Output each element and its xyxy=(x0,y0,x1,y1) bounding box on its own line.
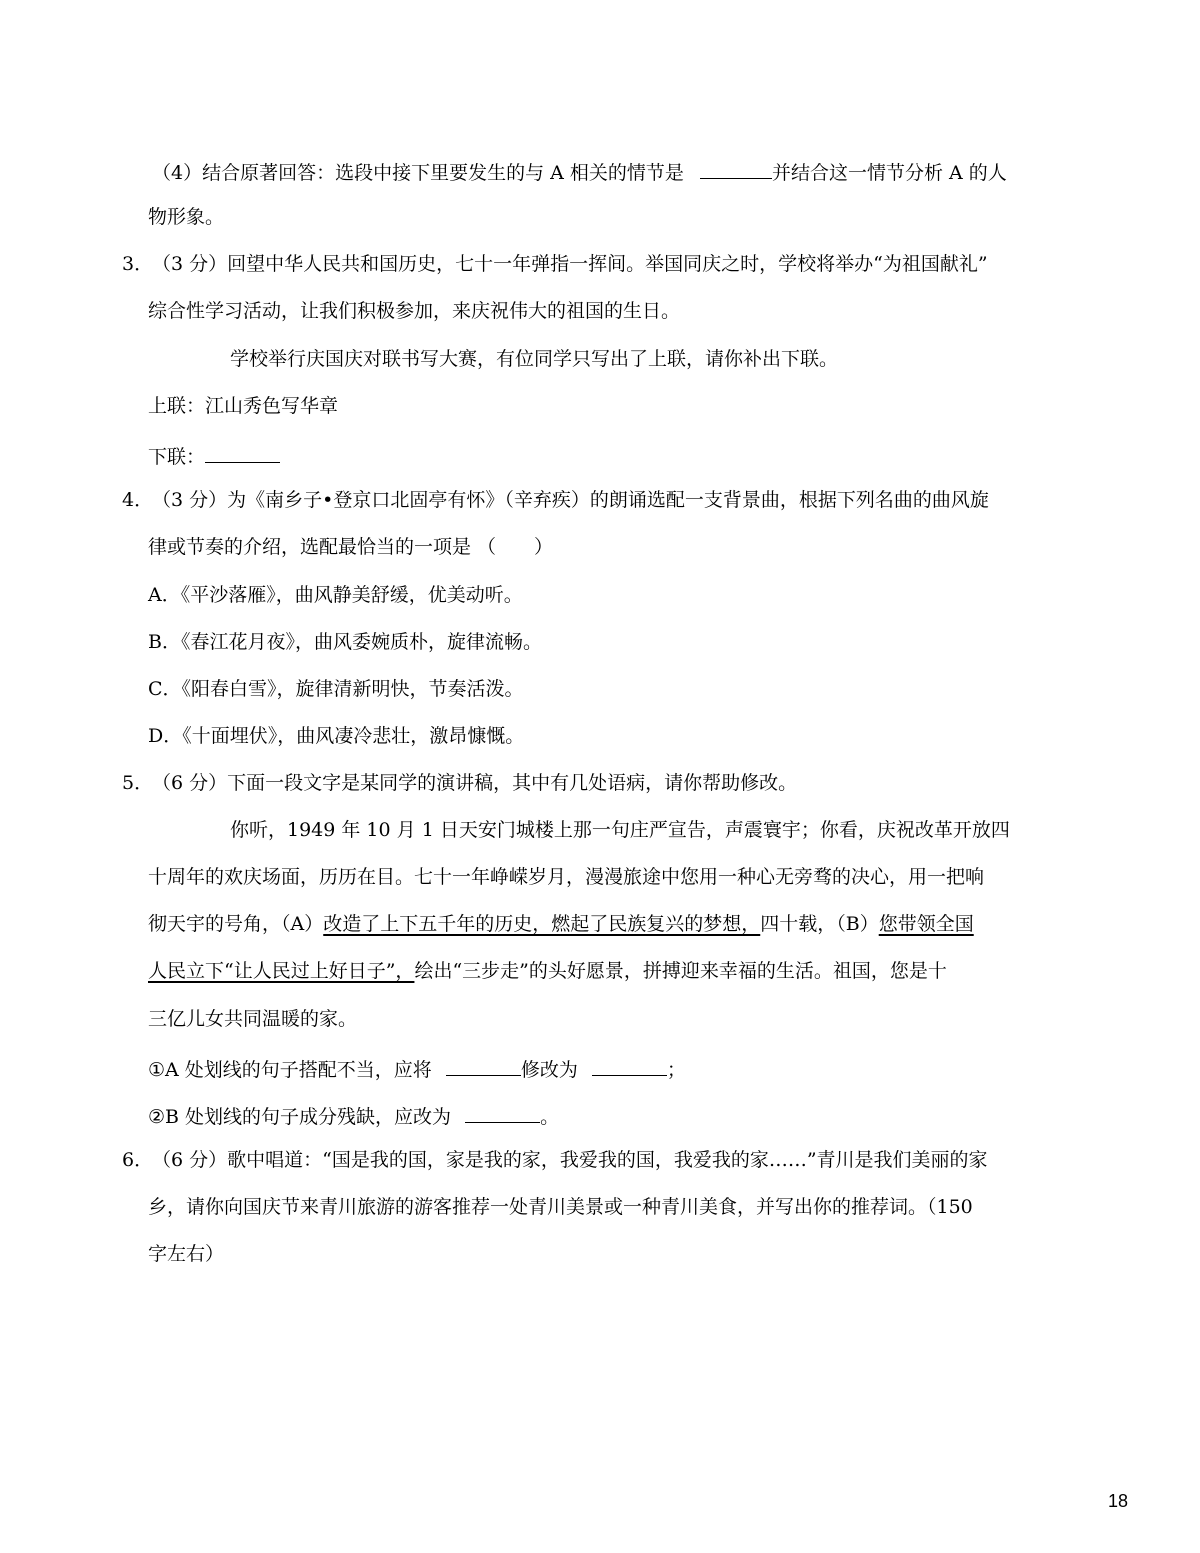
q4-option-d[interactable]: D．《十面埋伏》，曲风凄冷悲壮，激昂慷慨。 xyxy=(148,725,525,747)
answer-blank[interactable] xyxy=(446,1057,521,1076)
q5-sub1-text-b: 修改为 xyxy=(520,1059,578,1081)
q5-underline-b: 您带领全国 xyxy=(878,913,974,935)
q5-passage-line2: 十周年的欢庆场面，历历在目。七十一年峥嵘岁月，漫漫旅途中您用一种心无旁骛的决心，用一把响 xyxy=(148,866,985,888)
q3-line2: 综合性学习活动，让我们积极参加，来庆祝伟大的祖国的生日。 xyxy=(148,300,681,322)
q3-task: 学校举行庆国庆对联书写大赛，有位同学只写出了上联，请你补出下联。 xyxy=(230,348,839,370)
q4-line1: （3 分）为《南乡子•登京口北固亭有怀》（辛弃疾）的朗诵选配一支背景曲，根据下列名曲的曲风旋 xyxy=(152,489,989,511)
q5-passage-text: 四十载，（B） xyxy=(760,913,879,935)
q5-underline-b-cont: 人民立下“让人民过上好日子”， xyxy=(148,960,415,982)
q5-sub1-text-c: ； xyxy=(666,1059,686,1081)
q4-option-c[interactable]: C．《阳春白雪》，旋律清新明快，节奏活泼。 xyxy=(148,678,524,700)
page-number: 18 xyxy=(1107,1491,1128,1511)
q6-line3: 字左右） xyxy=(148,1243,225,1265)
q5-passage-text: 绘出“三步走”的头好愿景，拼搏迎来幸福的生活。祖国，您是十 xyxy=(414,960,947,982)
q5-passage-line5: 三亿儿女共同温暖的家。 xyxy=(148,1008,358,1030)
q2-sub4-text-after: 并结合这一情节分析 A 的人 xyxy=(771,162,1007,184)
q6-line1: （6 分）歌中唱道：“国是我的国，家是我的家，我爱我的国，我爱我的家……”青川是我们美丽的家 xyxy=(152,1149,988,1171)
q3-line1: （3 分）回望中华人民共和国历史，七十一年弹指一挥间。举国同庆之时，学校将举办“为祖国献礼” xyxy=(152,253,988,275)
q4-number: 4． xyxy=(122,489,154,511)
q6-line2: 乡，请你向国庆节来青川旅游的游客推荐一处青川美景或一种青川美食，并写出你的推荐词。（150 xyxy=(148,1196,973,1218)
q5-passage-text: 彻天宇的号角，（A） xyxy=(148,913,324,935)
q3-number: 3． xyxy=(122,253,154,275)
q5-passage-line4 xyxy=(148,962,947,981)
q4-option-a[interactable]: A．《平沙落雁》，曲风静美舒缓，优美动听。 xyxy=(148,584,523,606)
answer-blank[interactable] xyxy=(465,1104,540,1123)
circled-two-marker: ② xyxy=(148,1106,166,1128)
answer-blank[interactable] xyxy=(205,444,280,463)
q5-number: 5． xyxy=(122,772,154,794)
q2-sub4-line1 xyxy=(152,160,1007,183)
q3-upper-couplet: 上联：江山秀色写华章 xyxy=(148,395,339,417)
q2-sub4-text: （4）结合原著回答：选段中接下里要发生的与 A 相关的情节是 xyxy=(152,162,684,184)
q5-sub2-text: B 处划线的句子成分残缺，应改为 xyxy=(165,1106,452,1128)
q5-sub1 xyxy=(148,1057,686,1080)
q5-sub1-text: A 处划线的句子搭配不当，应将 xyxy=(165,1059,432,1081)
q3-lower-label: 下联： xyxy=(148,446,206,468)
q5-line1: （6 分）下面一段文字是某同学的演讲稿，其中有几处语病，请你帮助修改。 xyxy=(152,772,798,794)
q5-sub2 xyxy=(148,1104,559,1127)
q4-line2: 律或节奏的介绍，选配最恰当的一项是 （ ） xyxy=(148,536,554,558)
q5-sub2-text-b: 。 xyxy=(540,1106,560,1128)
circled-one-marker: ① xyxy=(148,1059,166,1081)
answer-blank[interactable] xyxy=(700,160,772,179)
q5-passage-line3 xyxy=(148,915,974,934)
q6-number: 6． xyxy=(122,1149,154,1171)
q5-passage-line1: 你听，1949 年 10 月 1 日天安门城楼上那一句庄严宣告，声震寰宇；你看，庆祝改革开放四 xyxy=(230,819,1010,841)
q2-sub4-line2: 物形象。 xyxy=(148,206,225,228)
q5-underline-a: 改造了上下五千年的历史，燃起了民族复兴的梦想， xyxy=(323,913,761,935)
answer-blank[interactable] xyxy=(592,1057,667,1076)
q4-option-b[interactable]: B．《春江花月夜》，曲风委婉质朴，旋律流畅。 xyxy=(148,631,542,653)
q3-lower-couplet xyxy=(148,444,280,467)
